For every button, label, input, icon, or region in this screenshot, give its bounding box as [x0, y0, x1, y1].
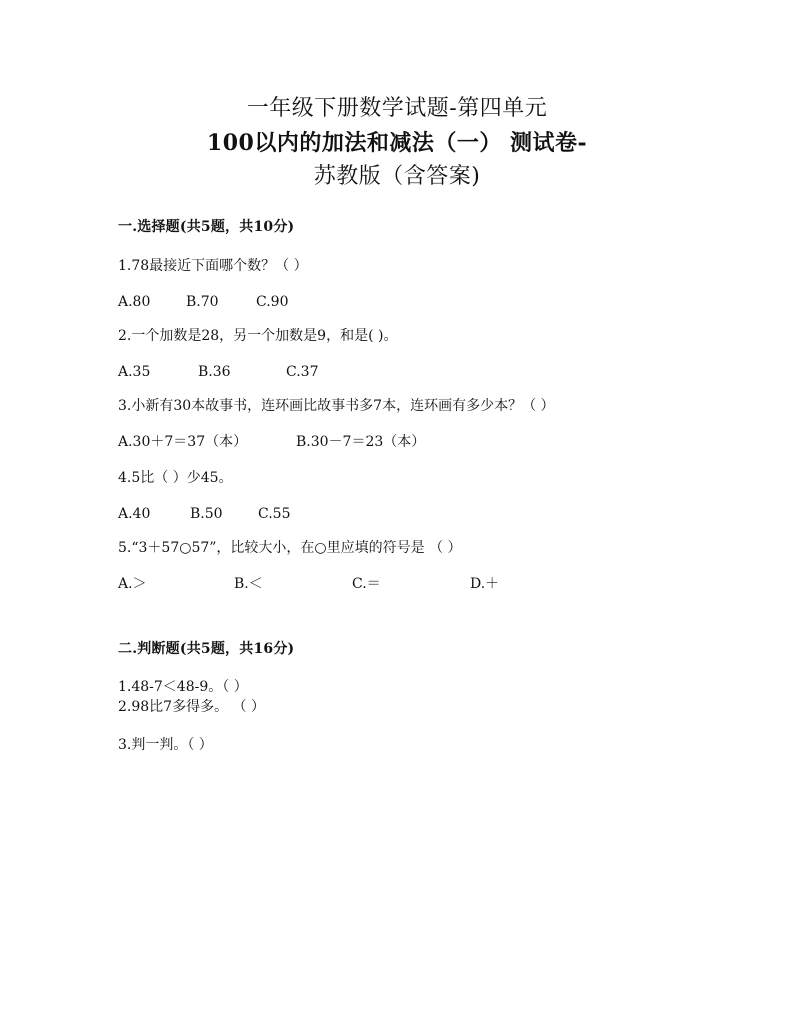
question-5-text: 5.“3＋57○57”，比较大小，在○里应填的符号是 （ ）: [118, 540, 462, 556]
question-4-option-c: C.55: [258, 506, 291, 522]
question-5-options: [118, 575, 618, 593]
question-2-option-b: B.36: [198, 364, 231, 380]
question-4-text: 4.5比（ ）少45。: [118, 470, 233, 486]
question-5-option-b: B.＜: [234, 576, 263, 592]
question-1-option-c: C.90: [256, 294, 289, 310]
question-2-option-a: A.35: [118, 364, 151, 380]
question-3-text: 3.小新有30本故事书，连环画比故事书多7本，连环画有多少本？（ ）: [118, 398, 555, 414]
question-3-options: [118, 433, 618, 451]
question-2-options: [118, 363, 518, 381]
question-2-option-c: C.37: [286, 364, 319, 380]
question-4-option-a: A.40: [118, 506, 151, 522]
question-4-options: [118, 505, 518, 523]
question-3-option-b: B.30－7＝23（本）: [296, 434, 426, 450]
question-1-options: [118, 293, 518, 311]
section-heading-multiple-choice: 一.选择题(共5题，共10分): [118, 219, 295, 235]
question-5-option-d: D.＋: [470, 576, 500, 592]
question-2-text: 2.一个加数是28，另一个加数是9，和是( )。: [118, 328, 398, 344]
page-title-line-2: 100以内的加法和减法（一） 测试卷-: [206, 130, 588, 156]
question-5-option-c: C.＝: [352, 576, 381, 592]
tf-question-1: 1.48-7＜48-9。（ ）: [118, 679, 248, 695]
question-4-option-b: B.50: [190, 506, 223, 522]
tf-question-3: 3.判一判。（ ）: [118, 737, 213, 753]
question-1-option-a: A.80: [118, 294, 151, 310]
question-1-text: 1.78最接近下面哪个数？（ ）: [118, 258, 308, 274]
page-title-line-1: 一年级下册数学试题-第四单元: [246, 96, 548, 121]
tf-question-2: 2.98比7多得多。 （ ）: [118, 699, 265, 715]
page-title-line-3: 苏教版（含答案): [313, 164, 481, 189]
question-1-option-b: B.70: [186, 294, 219, 310]
section-heading-true-false: 二.判断题(共5题，共16分): [118, 641, 295, 657]
question-3-option-a: A.30＋7＝37（本）: [118, 434, 248, 450]
question-5-option-a: A.＞: [118, 576, 147, 592]
